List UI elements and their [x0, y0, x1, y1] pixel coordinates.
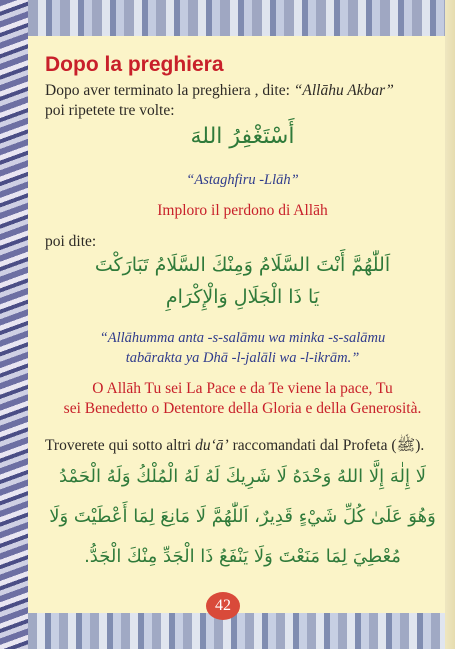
translation-salam-line-1: O Allāh Tu sei La Pace e da Te viene la pace, Tu — [92, 380, 393, 397]
translation-salam-line-2: sei Benedetto o Detentore della Gloria e della Generosità. — [63, 400, 422, 417]
arabic-istighfar: أَسْتَغْفِرُ اللهَ — [190, 124, 295, 149]
arabic-salam-line-2: يَا ذَا الْجَلَالِ وَالْإِكْرَامِ — [165, 286, 320, 308]
page-title: Dopo la preghiera — [45, 53, 224, 76]
other-duas-prefix: Troverete qui sotto altri — [45, 437, 196, 454]
intro-line-2: poi ripetete tre volte: — [45, 102, 175, 119]
page-number-badge: 42 — [206, 592, 240, 620]
decorative-top-border — [28, 0, 455, 36]
other-duas-line — [45, 435, 424, 458]
poi-dite: poi dite: — [45, 233, 97, 250]
intro-text: Dopo aver terminato la preghiera , dite: — [45, 82, 294, 99]
arabic-salam-line-1: اَللّٰهُمَّ أَنْتَ السَّلَامُ وَمِنْكَ السَّلَامُ تَبَارَكْتَ — [94, 254, 391, 276]
arabic-tahlil-line-1: لَا إِلٰهَ إِلَّا اللهُ وَحْدَهُ لَا شَرِيكَ لَهُ لَهُ الْمُلْكُ وَلَهُ الْحَمْدُ — [59, 466, 426, 487]
arabic-tahlil-line-3: مُعْطِيَ لِمَا مَنَعْتَ وَلَا يَنْفَعُ ذَا الْجَدِّ مِنْكَ الْجَدُّ. — [84, 546, 401, 567]
arabic-tahlil-line-2: وَهُوَ عَلَىٰ كُلِّ شَيْءٍ قَدِيرٌ، اَللّٰهُمَّ لَا مَانِعَ لِمَا أَعْطَيْتَ وَلَا — [49, 506, 436, 527]
other-duas-suffix: raccomandati dal Profeta (ﷺ). — [228, 437, 425, 454]
intro-line-1 — [45, 82, 394, 100]
dua-term: du‘ā’ — [195, 437, 229, 454]
decorative-bottom-border — [28, 613, 455, 649]
allahu-akbar-quote: “Allāhu Akbar” — [293, 82, 394, 99]
transliteration-istighfar: “Astaghfiru -Llāh” — [186, 172, 299, 188]
translation-istighfar: Imploro il perdono di Allāh — [157, 202, 328, 219]
decorative-left-border — [0, 0, 28, 649]
transliteration-salam-line-2: tabārakta ya Dhā -l-jalāli wa -l-ikrām.” — [125, 350, 360, 366]
transliteration-salam-line-1: “Allāhumma anta -s-salāmu wa minka -s-salāmu — [99, 330, 386, 346]
